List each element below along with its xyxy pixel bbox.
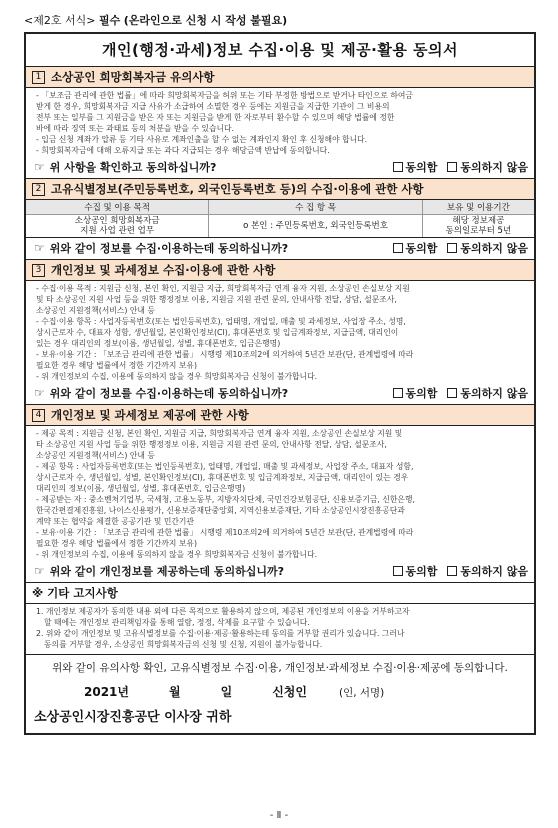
day-label: 일 [220, 685, 233, 699]
period-line: 해당 정보제공 [452, 216, 505, 226]
section1-number: 1 [32, 71, 45, 84]
agree-label: 동의함 [405, 242, 438, 255]
applicant-label: 신청인 [272, 685, 307, 699]
section2-disagree-option[interactable] [447, 240, 528, 256]
notice-line: 동의를 거부할 경우, 소상공인 희망회복자금의 신청 및 신청, 지원이 불가능합니다. [44, 640, 323, 649]
unique-id-table [26, 200, 534, 237]
purpose-line: 지원 사업 관련 업무 [80, 226, 155, 236]
section3-line: - 수집·이용 항목 : 사업자등록번호(또는 법인등록번호), 업태명, 개업일, 매출 및 과세정보, 사업장 주소, 성명, [36, 317, 406, 326]
section3-line: - 보유·이용 기간 : 「보조금 관리에 관한 법률」 시행령 제10조의2에 의거하여 5년간 보관(단, 관계법령에 따라 [36, 350, 414, 359]
section1-line: - 「보조금 관리에 관한 법률」에 따라 희망회복자금을 허위 또는 기타 부정한 방법으로 받거나 타인으로 하여금 [36, 91, 413, 100]
section4-line: 한국간편결제진흥원, 나이스신용평가, 신용보증재단중앙회, 지역신용보증재단, 기타 소상공인시장진흥공단과 [36, 506, 405, 515]
agree-checkbox[interactable] [393, 566, 403, 576]
section3-agree-option[interactable] [393, 385, 438, 401]
section3-line: 상시근로자 수, 대표자 성함, 생년월일, 본인확인정보(CI), 휴대폰번호 및 입금계좌정보, 지급금액, 대리인이 [36, 328, 399, 337]
section4-body [26, 426, 534, 561]
section4-consent-row [26, 561, 534, 583]
agree-label: 동의함 [405, 161, 438, 174]
disagree-label: 동의하지 않음 [460, 161, 528, 174]
disagree-checkbox[interactable] [447, 566, 457, 576]
section3-number: 3 [32, 264, 45, 277]
section3-title: 개인정보 및 과세정보 수집·이용에 관한 사항 [51, 263, 276, 277]
table-header-purpose: 수집 및 이용 목적 [26, 200, 209, 215]
section3-disagree-option[interactable] [447, 385, 528, 401]
disagree-label: 동의하지 않음 [460, 565, 528, 578]
section1-disagree-option[interactable] [447, 159, 528, 175]
section2-header [26, 179, 534, 200]
section3-line: - 위 개인정보의 수집, 이용에 동의하지 않을 경우 희망회복자금 신청이 불가합니다. [36, 372, 318, 381]
notice-line: 1. 개인정보 제공자가 동의한 내용 외에 다른 목적으로 활용하지 않으며, 제공된 개인정보의 이용을 거부하고자 [36, 607, 410, 616]
section1-line: 전부 또는 일부를 그 지원금을 받은 자 또는 지원금을 받게 한 자로부터 환수할 수 있으며 해당 법률에 정한 [36, 113, 395, 122]
section4-header [26, 405, 534, 426]
section4-disagree-option[interactable] [447, 563, 528, 579]
section3-line: 있는 경우 대리인의 정보(이름, 생년월일, 성별, 휴대폰번호, 입금은행명) [36, 339, 281, 348]
section1-line: - 희망회복자금에 대해 오류지급 또는 과다 지급되는 경우 해당금액 반납에 동의합니다. [36, 146, 330, 155]
section3-body [26, 281, 534, 383]
period-line: 동의일로부터 5년 [445, 226, 512, 236]
section2-title: 고유식별정보(주민등록번호, 외국인등록번호 등)의 수집·이용에 관한 사항 [51, 182, 424, 196]
section1-agree-option[interactable] [393, 159, 438, 175]
month-label: 월 [169, 685, 181, 699]
section4-line: 대리인의 정보(이름, 생년월일, 성별, 휴대폰번호, 입금은행명) [36, 484, 246, 493]
section1-consent-row [26, 157, 534, 179]
agree-checkbox[interactable] [393, 388, 403, 398]
section4-number: 4 [32, 409, 45, 422]
agree-label: 동의함 [405, 387, 438, 400]
section4-line: 계약 또는 협약을 체결한 공공기관 및 민간기관 [36, 517, 194, 526]
section2-agree-option[interactable] [393, 240, 438, 256]
section1-line: 바에 따라 징역 또는 과태료 등의 처분을 받을 수 있습니다. [36, 124, 235, 133]
section4-title: 개인정보 및 과세정보 제공에 관한 사항 [51, 408, 249, 422]
section2-consent-row [26, 237, 534, 260]
seal-signature-label: (인, 서명) [338, 687, 385, 699]
final-consent-sentence: 위와 같이 유의사항 확인, 고유식별정보 수집·이용, 개인정보·과세정보 수집·이용·제공에 동의합니다. [26, 654, 534, 677]
recipient-line: 소상공인시장진흥공단 이사장 귀하 [34, 710, 232, 725]
pointing-hand-icon: ☞ [34, 160, 45, 174]
section4-question: 위와 같이 개인정보를 제공하는데 동의하십니까? [49, 565, 284, 578]
section4-line: - 위 개인정보의 수집, 이용에 동의하지 않을 경우 희망회복자금 신청이 불가합니다. [36, 550, 318, 559]
agree-checkbox[interactable] [393, 243, 403, 253]
section4-line: 소상공인 지원정책(서비스) 안내 등 [36, 451, 155, 460]
disagree-checkbox[interactable] [447, 243, 457, 253]
notice-line: 할 때에는 개인정보 관리책임자를 통해 열람, 정정, 삭제를 요구할 수 있습니다. [44, 618, 310, 627]
disagree-checkbox[interactable] [447, 388, 457, 398]
purpose-line: 소상공인 희망회복자금 [74, 216, 160, 226]
section3-line: - 수집·이용 목적 : 지원금 신청, 본인 확인, 지원금 지급, 희망회복자금 연계 융자 지원, 소상공인 손실보상 지원 [36, 284, 410, 293]
table-cell-items: o 본인 : 주민등록번호, 외국인등록번호 [209, 215, 422, 238]
section4-line: 필요한 경우 해당 법률에서 정한 기간까지 보유) [36, 539, 198, 548]
pointing-hand-icon: ☞ [34, 241, 45, 255]
notice-header: ※ 기타 고지사항 [26, 583, 534, 604]
disagree-checkbox[interactable] [447, 162, 457, 172]
section4-line: - 제공받는 자 : 중소벤처기업부, 국세청, 고용노동부, 지방자치단체, 국민건강보험공단, 신용보증기금, 신한은행, [36, 495, 415, 504]
section4-line: - 보유·이용 기간 : 「보조금 관리에 관한 법률」 시행령 제10조의2에 의거하여 5년간 보관(단, 관계법령에 따라 [36, 528, 414, 537]
section1-header [26, 67, 534, 88]
section1-question: 위 사항을 확인하고 동의하십니까? [49, 161, 217, 174]
disagree-label: 동의하지 않음 [460, 387, 528, 400]
pointing-hand-icon: ☞ [34, 564, 45, 578]
section2-number: 2 [32, 183, 45, 196]
section1-line: - 입금 신청 계좌가 압류 등 기타 사유로 계좌인출을 할 수 없는 계좌인지 확인 후 신청해야 합니다. [36, 135, 368, 144]
signature-date-row [26, 677, 534, 704]
section1-line: 받게 한 경우, 희망회복자금 지급 사유가 소급하여 소멸한 경우 등에는 지원금을 지급한 기관이 그 비용의 [36, 102, 390, 111]
disagree-label: 동의하지 않음 [460, 242, 528, 255]
document-title: 개인(행정·과세)정보 수집·이용 및 제공·활용 동의서 [26, 34, 534, 67]
section3-line: 및 타 소상공인 지원 사업 등을 위한 행정정보 이용, 지원금 지원 관련 문의, 안내사항 전달, 상담, 설문조사, [36, 295, 397, 304]
section4-agree-option[interactable] [393, 563, 438, 579]
table-header-period: 보유 및 이용기간 [422, 200, 534, 215]
section4-line: 상시근로자 수, 생년월일, 성별, 본인확인정보(CI), 휴대폰번호 및 입금계좌정보, 지급금액, 대리인이 있는 경우 [36, 473, 409, 482]
section4-line: - 제공 항목 : 사업자등록번호(또는 법인등록번호), 업태명, 개업일, 매출 및 과세정보, 사업장 주소, 대표자 성함, [36, 462, 414, 471]
required-label: 필수 [98, 14, 121, 27]
notice-body [26, 604, 534, 654]
online-note: (온라인으로 신청 시 작성 불필요) [123, 14, 288, 27]
notice-line: 2. 위와 같이 개인정보 및 고유식별정보를 수집·이용·제공·활용하는데 동의를 거부할 권리가 있습니다. 그러나 [36, 629, 405, 638]
section4-line: 타 소상공인 지원 사업 등을 위한 행정정보 이용, 지원금 지원 관련 문의, 안내사항 전달, 상담, 설문조사, [36, 440, 387, 449]
consent-form-page [24, 12, 536, 735]
form-header [24, 12, 536, 28]
section3-question: 위와 같이 정보를 수집·이용하는데 동의하십니까? [49, 387, 289, 400]
agree-checkbox[interactable] [393, 162, 403, 172]
section3-line: 필요한 경우 해당 법률에서 정한 기간까지 보유) [36, 361, 198, 370]
section3-line: 소상공인 지원정책(서비스) 안내 등 [36, 306, 155, 315]
page-number: - Ⅱ - [269, 810, 289, 821]
section3-consent-row [26, 383, 534, 405]
section4-line: - 제공 목적 : 지원금 신청, 본인 확인, 지원금 지급, 희망회복자금 연계 융자 지원, 소상공인 손실보상 지원 및 [36, 429, 403, 438]
section2-question: 위와 같이 정보를 수집·이용하는데 동의하십니까? [49, 242, 289, 255]
year-label: 2021년 [84, 685, 129, 699]
section3-header [26, 260, 534, 281]
agree-label: 동의함 [405, 565, 438, 578]
pointing-hand-icon: ☞ [34, 386, 45, 400]
table-cell-purpose [26, 215, 209, 238]
form-number: <제2호 서식> [24, 14, 96, 27]
table-cell-period [422, 215, 534, 238]
form-frame [24, 32, 536, 735]
section1-title: 소상공인 희망회복자금 유의사항 [51, 70, 215, 84]
table-header-items: 수 집 항 목 [209, 200, 422, 215]
section1-body [26, 88, 534, 157]
